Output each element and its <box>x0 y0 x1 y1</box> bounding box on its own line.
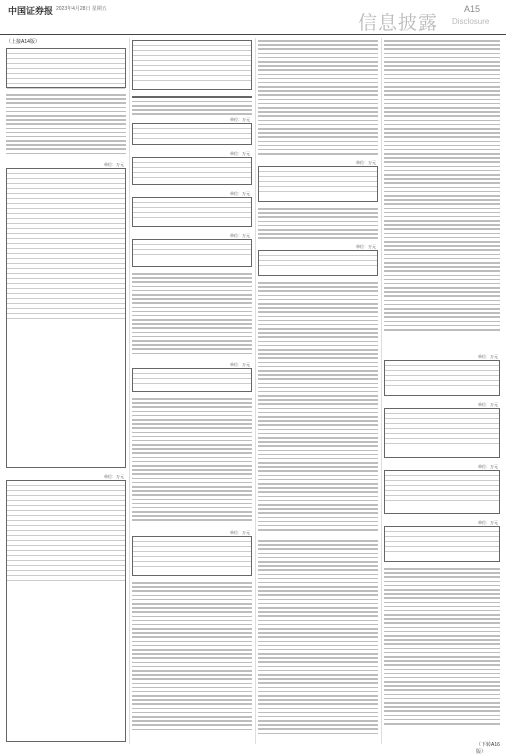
table-block <box>132 197 252 227</box>
continuation-label: （上接A14版） <box>6 39 40 45</box>
section-title: 信息披露 <box>358 13 439 34</box>
section-subtitle: Disclosure <box>452 17 490 26</box>
table-block <box>132 157 252 185</box>
unit-label: 单位：万元 <box>356 160 376 165</box>
page-header <box>0 0 506 35</box>
unit-label: 单位：万元 <box>478 464 498 469</box>
table-block <box>132 239 252 267</box>
article-text <box>132 96 252 118</box>
unit-label: 单位：万元 <box>230 233 250 238</box>
table-block <box>132 123 252 145</box>
unit-label: 单位：万元 <box>230 362 250 367</box>
table-block <box>6 480 126 742</box>
unit-label: 单位：万元 <box>478 520 498 525</box>
table-block <box>384 360 500 396</box>
article-text <box>258 40 378 157</box>
table-block <box>6 48 126 88</box>
table-block <box>258 166 378 202</box>
table-block <box>132 40 252 90</box>
unit-label: 单位：万元 <box>104 474 124 479</box>
table-block <box>132 368 252 392</box>
article-text <box>384 568 500 727</box>
article-text <box>258 540 378 737</box>
unit-label: 单位：万元 <box>230 530 250 535</box>
table-block <box>6 168 126 468</box>
table-block <box>132 536 252 576</box>
unit-label: 单位：万元 <box>478 402 498 407</box>
article-text <box>258 282 378 533</box>
table-block <box>384 408 500 458</box>
unit-label: 单位：万元 <box>230 191 250 196</box>
article-text <box>6 94 126 157</box>
article-text <box>132 398 252 524</box>
table-block <box>384 470 500 514</box>
page-number: A15 <box>464 4 481 14</box>
table-block <box>384 526 500 562</box>
unit-label: 单位：万元 <box>230 151 250 156</box>
continued-label: （下转A16版） <box>476 742 500 755</box>
unit-label: 单位：万元 <box>478 354 498 359</box>
unit-label: 单位：万元 <box>104 162 124 167</box>
unit-label: 单位：万元 <box>230 117 250 122</box>
article-text <box>132 273 252 357</box>
article-text <box>384 40 500 333</box>
issue-date: 2023年4月28日 星期五 <box>56 6 107 12</box>
article-text <box>132 582 252 733</box>
unit-label: 单位：万元 <box>356 244 376 249</box>
article-text <box>258 208 378 242</box>
table-block <box>258 250 378 276</box>
newspaper-name: 中国证券报 <box>8 7 54 17</box>
